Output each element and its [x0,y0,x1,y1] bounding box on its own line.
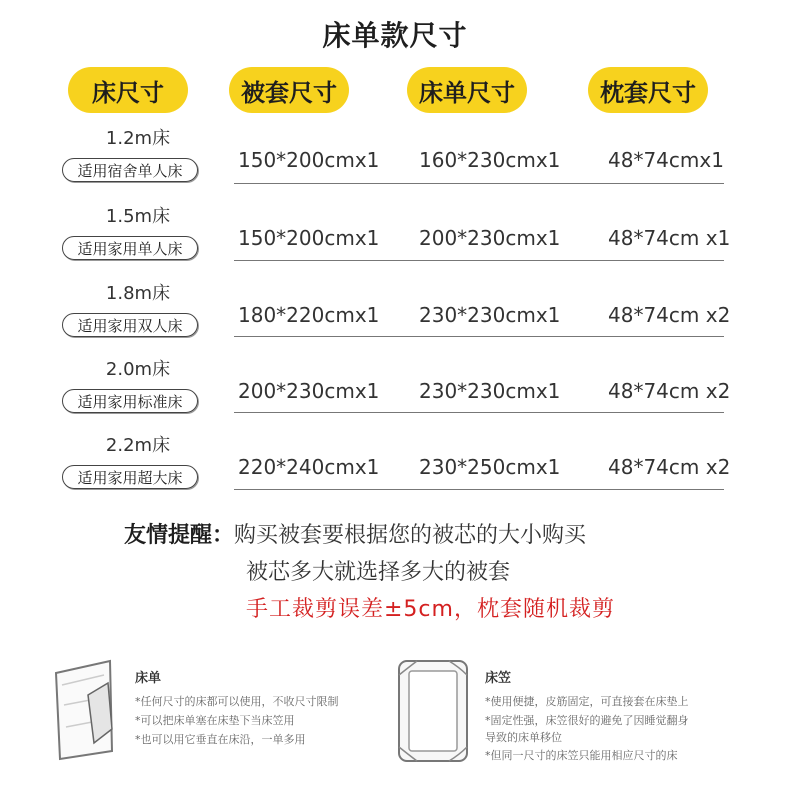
table-row [0,124,790,200]
row-divider [234,260,724,261]
sheet-size-cell: 230*250cmx1 [419,455,561,479]
duvet-size-cell: 200*230cmx1 [238,379,380,403]
bed-size-label: 1.8m床 [105,283,171,304]
bed-size-label: 1.5m床 [105,206,171,227]
flat-sheet-title: 床单 [135,671,162,686]
pillowcase-size-cell: 48*74cm x2 [608,303,731,327]
pillowcase-size-cell: 48*74cm x2 [608,455,731,479]
fitted-sheet-note: *但同一尺寸的床笠只能用相应尺寸的床 [485,749,678,762]
fitted-sheet-note: 导致的床单移位 [485,731,562,744]
row-divider [234,336,724,337]
pillowcase-size-cell: 48*74cm x1 [608,226,731,250]
flat-sheet-note: *可以把床单塞在床垫下当床笠用 [135,714,295,727]
pillowcase-size-cell: 48*74cmx1 [608,148,724,172]
table-row [0,431,790,507]
table-row [0,355,790,431]
bed-usage-pill: 适用家用双人床 [62,313,198,337]
duvet-size-cell: 180*220cmx1 [238,303,380,327]
row-divider [234,489,724,490]
fitted-sheet-note: *使用便捷，皮筋固定，可直接套在床垫上 [485,695,689,708]
header-sheet-size: 床单尺寸 [407,67,527,113]
flat-sheet-note: *也可以用它垂直在床沿，一单多用 [135,733,306,746]
fitted-sheet-icon [393,655,473,770]
header-bed-size: 床尺寸 [68,67,188,113]
sheet-size-cell: 160*230cmx1 [419,148,561,172]
cutting-error-warning: 手工裁剪误差±5cm，枕套随机裁剪 [246,597,615,622]
reminder-line-1 [124,518,586,549]
fitted-sheet-title: 床笠 [485,671,512,686]
flat-sheet-icon [50,655,120,765]
sheet-size-cell: 230*230cmx1 [419,303,561,327]
bed-size-label: 2.0m床 [105,359,171,380]
duvet-size-cell: 220*240cmx1 [238,455,380,479]
sheet-size-cell: 230*230cmx1 [419,379,561,403]
bed-usage-pill: 适用家用超大床 [62,465,198,489]
reminder-line-2: 被芯多大就选择多大的被套 [246,560,511,585]
bed-size-label: 2.2m床 [105,435,171,456]
reminder-colon: ： [212,523,235,548]
page-title: 床单款尺寸 [322,19,468,52]
sheet-size-cell: 200*230cmx1 [419,226,561,250]
bed-usage-pill: 适用宿舍单人床 [62,158,198,182]
duvet-size-cell: 150*200cmx1 [238,226,380,250]
fitted-sheet-note: *固定性强，床笠很好的避免了因睡觉翻身 [485,714,689,727]
pillowcase-size-cell: 48*74cm x2 [608,379,731,403]
flat-sheet-note: *任何尺寸的床都可以使用，不收尺寸限制 [135,695,339,708]
reminder-text: 购买被套要根据您的被芯的大小购买 [234,523,587,548]
bed-usage-pill: 适用家用标准床 [62,389,198,413]
table-row [0,279,790,355]
row-divider [234,412,724,413]
bed-size-label: 1.2m床 [105,128,171,149]
bed-usage-pill: 适用家用单人床 [62,236,198,260]
table-row [0,202,790,278]
reminder-label: 友情提醒 [124,523,213,548]
header-duvet-size: 被套尺寸 [229,67,349,113]
duvet-size-cell: 150*200cmx1 [238,148,380,172]
row-divider [234,183,724,184]
header-pillowcase-size: 枕套尺寸 [588,67,708,113]
